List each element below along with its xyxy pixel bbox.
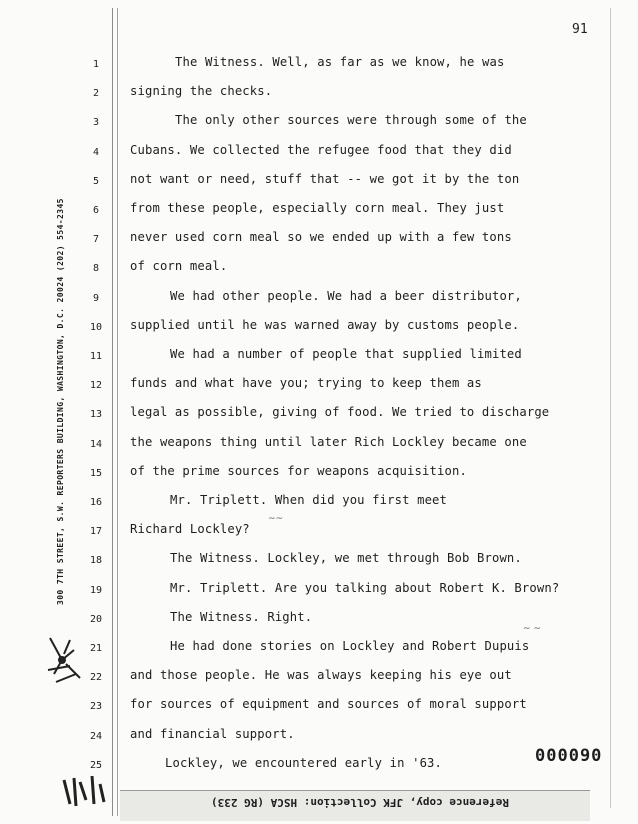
- transcript-line: Mr. Triplett. When did you first meet: [170, 493, 448, 507]
- line-number: 7: [92, 234, 100, 246]
- page-number: 91: [572, 22, 588, 37]
- handwritten-mark: ~~: [268, 514, 284, 524]
- transcript-line: of the prime sources for weapons acquisition.: [130, 463, 467, 478]
- transcript-line: funds and what have you; trying to keep them as: [130, 376, 482, 391]
- line-number: 24: [89, 730, 103, 742]
- transcript-line: The only other sources were through some of the: [175, 113, 527, 128]
- handwritten-mark: ~ ~: [523, 624, 541, 634]
- margin-rule: [112, 8, 113, 816]
- transcript-line: Lockley, we encountered early in '63.: [165, 755, 443, 770]
- transcript-line: We had a number of people that supplied limited: [170, 347, 522, 361]
- reference-label: Reference copy, JFK Collection: HSCA (RG 233): [211, 796, 510, 809]
- line-number: 18: [89, 555, 103, 567]
- transcript-line: He had done stories on Lockley and Robert Dupuis: [170, 639, 530, 653]
- margin-rule-inner: [117, 8, 118, 816]
- transcript-line: never used corn meal so we ended up with a few tons: [130, 230, 512, 245]
- line-number: 6: [92, 205, 100, 216]
- line-number: 15: [89, 467, 103, 479]
- line-number: 9: [92, 292, 100, 304]
- line-number: 12: [89, 380, 103, 392]
- line-number: 8: [92, 263, 100, 275]
- transcript-line: the weapons thing until later Rich Lockley became one: [130, 434, 527, 449]
- reporter-address-vertical: 300 7TH STREET, S.W. REPORTERS BUILDING, WASHINGTON, D.C. 20024 (202) 554-2345: [56, 198, 65, 605]
- line-number: 14: [89, 438, 103, 450]
- transcript-line: legal as possible, giving of food. We tried to discharge: [130, 405, 550, 420]
- transcript-line: The Witness. Right.: [170, 609, 313, 624]
- transcript-line: The Witness. Well, as far as we know, he was: [175, 55, 505, 69]
- line-number: 16: [89, 497, 103, 508]
- line-number: 4: [92, 146, 100, 158]
- line-number: 19: [89, 584, 103, 596]
- transcript-line: Mr. Triplett. Are you talking about Robert K. Brown?: [170, 580, 560, 595]
- line-number: 3: [92, 117, 100, 129]
- transcript-line: not want or need, stuff that -- we got it by the ton: [130, 171, 520, 186]
- transcript-line: signing the checks.: [130, 84, 273, 99]
- transcript-line: of corn meal.: [130, 259, 228, 274]
- transcript-line: supplied until he was warned away by customs people.: [130, 317, 520, 332]
- stamp-scribble-icon: [40, 630, 92, 690]
- right-margin-rule: [610, 8, 611, 808]
- transcript-line: from these people, especially corn meal. They just: [130, 201, 505, 215]
- transcript-line: Richard Lockley?: [130, 522, 250, 537]
- transcript-line: The Witness. Lockley, we met through Bob Brown.: [170, 551, 522, 566]
- line-number: 25: [89, 759, 103, 771]
- line-number: 21: [89, 643, 103, 654]
- bottom-corner-marks-icon: [60, 770, 120, 810]
- transcript-line: Cubans. We collected the refugee food that they did: [130, 142, 512, 157]
- line-number: 23: [89, 701, 103, 713]
- transcript-line: We had other people. We had a beer distributor,: [170, 288, 522, 303]
- line-number: 2: [92, 88, 100, 100]
- line-number: 20: [89, 613, 103, 625]
- line-number: 10: [89, 321, 103, 333]
- line-number: 1: [92, 59, 100, 70]
- line-number: 5: [92, 175, 100, 187]
- line-number: 22: [89, 672, 103, 684]
- line-number: 13: [89, 409, 103, 421]
- transcript-line: and financial support.: [130, 726, 295, 741]
- document-id: 000090: [535, 746, 603, 766]
- line-number: 17: [89, 526, 103, 538]
- line-number: 11: [89, 351, 103, 362]
- transcript-line: for sources of equipment and sources of moral support: [130, 697, 527, 712]
- transcript-line: and those people. He was always keeping his eye out: [130, 668, 512, 683]
